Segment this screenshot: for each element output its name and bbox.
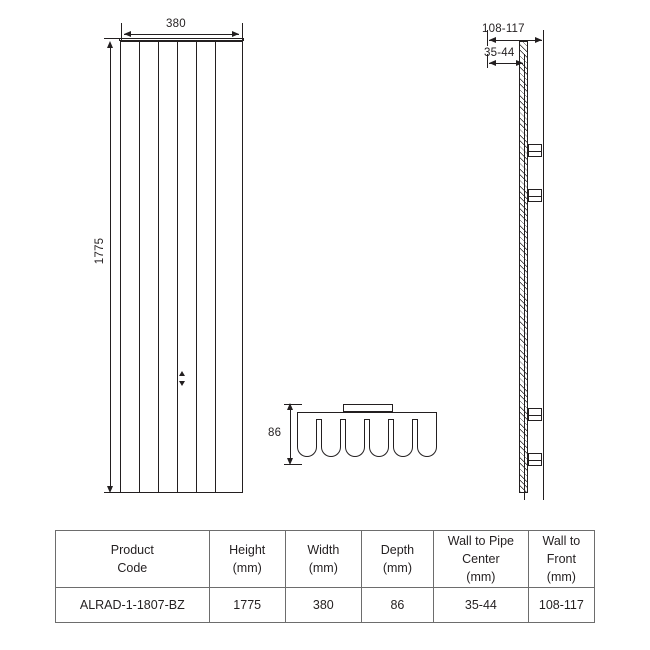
wall-bracket	[528, 189, 542, 202]
profile-fin-group	[297, 419, 437, 459]
table-header-row	[56, 531, 595, 588]
profile-wall-bracket	[343, 404, 393, 412]
header-line: Front	[546, 551, 576, 566]
depth-ext-line-top	[284, 404, 302, 405]
cell-width: 380	[285, 588, 361, 623]
width-dimension-label: 380	[166, 18, 186, 30]
header-line: (mm)	[546, 570, 576, 585]
profile-fin	[369, 419, 389, 457]
height-dimension-line	[110, 44, 111, 489]
cell-depth: 86	[361, 588, 433, 623]
height-ext-line-bottom	[104, 492, 122, 493]
wall-to-front-arrow-left	[489, 37, 496, 43]
header-line: Wall to	[542, 533, 581, 548]
cell-wall-to-front: 108-117	[528, 588, 594, 623]
header-line: (mm)	[308, 561, 338, 575]
wall-to-front-arrow-right	[535, 37, 542, 43]
side-view-radiator	[519, 41, 533, 493]
depth-ext-line-bottom	[284, 464, 302, 465]
header-line: Center	[462, 551, 500, 566]
center-mark-icon	[179, 371, 186, 386]
header-line: Product	[110, 542, 154, 557]
wall-bracket	[528, 408, 542, 421]
radiator-fin	[177, 42, 178, 492]
radiator-fin	[215, 42, 216, 492]
height-dim-arrow-top	[107, 41, 113, 48]
column-header-product-code	[56, 531, 210, 588]
header-line: Depth	[380, 542, 415, 557]
profile-fin	[393, 419, 413, 457]
column-header-depth	[361, 531, 433, 588]
specification-table	[55, 530, 595, 623]
cell-height: 1775	[209, 588, 285, 623]
wall-bracket	[528, 453, 542, 466]
wall-to-front-ext-right	[543, 30, 544, 500]
width-ext-line-right	[242, 23, 243, 41]
header-line: (mm)	[232, 561, 262, 575]
wall-to-pipe-label: 35-44	[484, 47, 515, 59]
table-row	[56, 588, 595, 623]
profile-fin	[297, 419, 317, 457]
profile-fin	[345, 419, 365, 457]
width-dim-arrow-right	[232, 31, 239, 37]
wall-to-pipe-arrow-left	[489, 60, 496, 66]
column-header-width	[285, 531, 361, 588]
radiator-fin	[139, 42, 140, 492]
wall-bracket	[528, 144, 542, 157]
depth-dimension-line	[290, 406, 291, 461]
width-dim-arrow-left	[124, 31, 131, 37]
header-line: (mm)	[382, 561, 412, 575]
cell-product-code: ALRAD-1-1807-BZ	[56, 588, 210, 623]
radiator-fin	[158, 42, 159, 492]
column-header-wall-to-pipe-center	[433, 531, 528, 588]
wall-to-front-label: 108-117	[482, 23, 525, 35]
column-header-height	[209, 531, 285, 588]
header-line: Wall to Pipe	[447, 533, 514, 548]
height-ext-line-top	[104, 38, 122, 39]
radiator-top-cap	[119, 38, 244, 41]
header-line: Height	[229, 542, 266, 557]
width-dimension-line	[124, 34, 239, 35]
height-dimension-label: 1775	[94, 237, 106, 265]
header-line: Width	[307, 542, 340, 557]
column-header-wall-to-front	[528, 531, 594, 588]
depth-dimension-label: 86	[268, 427, 282, 439]
header-line: (mm)	[466, 570, 496, 585]
profile-fin	[417, 419, 437, 457]
wall-to-pipe-arrow-right	[516, 60, 523, 66]
radiator-fin	[196, 42, 197, 492]
cell-wall-to-pipe-center: 35-44	[433, 588, 528, 623]
profile-fin	[321, 419, 341, 457]
wall-to-pipe-ext-right	[524, 54, 525, 500]
top-view-radiator-profile	[297, 404, 437, 466]
header-line: Code	[117, 561, 148, 575]
front-view-radiator	[120, 41, 243, 493]
